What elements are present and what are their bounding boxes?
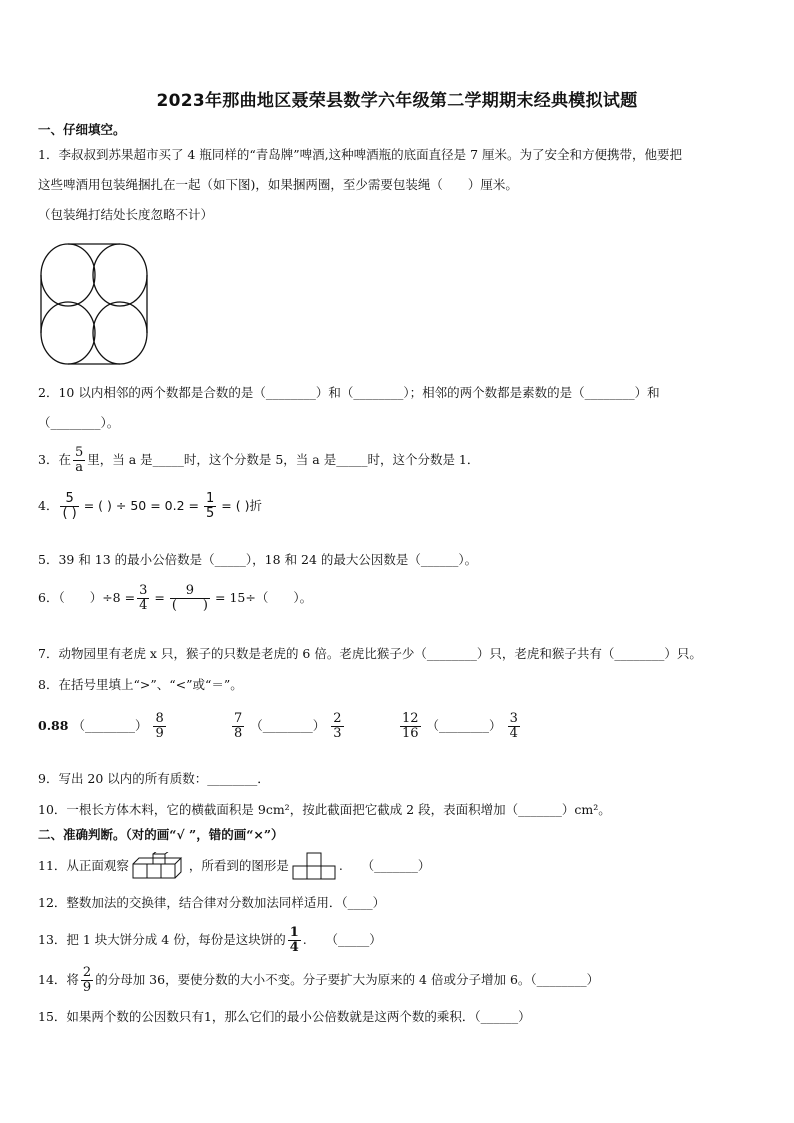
compare-item-1 <box>38 712 168 740</box>
question-11-middle: ，所看到的图形是 <box>188 858 289 873</box>
question-4-end: = ( )折 <box>221 498 262 514</box>
bottle-circle <box>41 302 95 364</box>
fraction-5-over-a <box>73 446 85 474</box>
fraction-denominator: 9 <box>82 979 92 995</box>
question-7: 7．动物园里有老虎 x 只，猴子的只数是老虎的 6 倍。老虎比猴子少（________）只，老虎和猴子共有（________）只。 <box>38 646 702 661</box>
fraction-7-over-8 <box>232 712 244 740</box>
fraction-3-over-4 <box>137 584 149 612</box>
fraction-numerator: 7 <box>234 711 243 726</box>
compare-blank: （________） <box>72 718 148 734</box>
question-3-suffix: 里，当 a 是_____时，这个分数是 5，当 a 是_____时，这个分数是 1． <box>87 452 480 468</box>
question-5: 5．39 和 13 的最小公倍数是（_____），18 和 24 的最大公因数是（______）。 <box>38 552 478 567</box>
fraction-3-over-4 <box>508 712 520 740</box>
question-14-prefix: 14．将 <box>38 972 79 988</box>
question-8: 8．在括号里填上“>”、“<”或“＝”。 <box>38 677 243 692</box>
page-title: 2023年那曲地区聂荣县数学六年级第二学期期末经典模拟试题 <box>156 91 638 111</box>
fraction-numerator: 3 <box>139 583 148 598</box>
fraction-denominator: 8 <box>234 725 243 741</box>
fraction-numerator: 2 <box>82 965 92 980</box>
fraction-denominator: 4 <box>289 939 299 955</box>
bottle-circle <box>93 302 147 364</box>
question-4 <box>38 492 262 520</box>
compare-left-value: 0.88 <box>38 718 69 734</box>
question-6-start: 6．（ ）÷8 = <box>38 590 136 606</box>
question-3 <box>38 446 479 474</box>
fraction-numerator: 12 <box>402 711 419 726</box>
fraction-1-over-4 <box>288 926 301 954</box>
question-14-end: 的分母加 36，要使分数的大小不变。分子要扩大为原来的 4 倍或分子增加 6。（________） <box>95 972 600 988</box>
fraction-numerator: 1 <box>289 925 299 940</box>
question-6-equals: = <box>154 590 165 606</box>
question-15: 15．如果两个数的公因数只有1，那么它们的最小公倍数就是这两个数的乘积．（______） <box>38 1009 531 1024</box>
bottle-circle <box>41 244 95 306</box>
question-11 <box>38 852 430 880</box>
fraction-denominator: 3 <box>333 725 342 741</box>
fraction-denominator: a <box>75 459 83 475</box>
fraction-denominator: ( ) <box>171 597 208 613</box>
question-2-line-2: （________）。 <box>38 415 120 430</box>
section-1-heading: 一、仔细填空。 <box>38 122 126 137</box>
compare-blank: （________） <box>250 718 326 734</box>
bottle-bundle-diagram <box>36 240 156 368</box>
fraction-numerator: 5 <box>74 445 84 460</box>
cube-stack-3d-figure <box>131 852 187 880</box>
question-11-prefix: 11．从正面观察 <box>38 858 129 873</box>
compare-blank: （________） <box>426 718 502 734</box>
question-2-line-1: 2．10 以内相邻的两个数都是合数的是（________）和（________）；相邻的两个数都是素数的是（________）和 <box>38 385 660 400</box>
fraction-denominator: 16 <box>402 725 419 741</box>
fraction-denominator: 9 <box>155 725 164 741</box>
question-6-end: = 15÷（ ）。 <box>215 590 313 606</box>
question-3-prefix: 3．在 <box>38 452 71 468</box>
question-4-label: 4． <box>38 498 59 514</box>
fraction-denominator: 4 <box>509 725 518 741</box>
question-4-middle: = ( ) ÷ 50 = 0.2 = <box>83 498 199 514</box>
question-13-prefix: 13．把 1 块大饼分成 4 份，每份是这块饼的 <box>38 932 286 948</box>
fraction-numerator: 8 <box>155 711 164 726</box>
question-13-end: . （_____） <box>302 932 382 948</box>
fraction-numerator: 1 <box>205 491 215 506</box>
fraction-5-over-blank <box>60 492 78 520</box>
fraction-8-over-9 <box>153 712 165 740</box>
question-12: 12．整数加法的交换律，结合律对分数加法同样适用．（____） <box>38 895 386 910</box>
fraction-numerator: 9 <box>185 583 195 598</box>
fraction-denominator: 4 <box>139 597 148 613</box>
fraction-2-over-3 <box>331 712 343 740</box>
question-13 <box>38 926 382 954</box>
question-1-note: （包装绳打结处长度忽略不计） <box>38 207 214 222</box>
question-9: 9．写出 20 以内的所有质数：________． <box>38 771 270 786</box>
fraction-denominator: 5 <box>205 505 215 521</box>
compare-item-2 <box>230 712 346 740</box>
compare-item-3 <box>398 712 522 740</box>
question-14 <box>38 966 599 994</box>
section-2-heading: 二、准确判断。（对的画“√ ”，错的画“×”） <box>38 827 284 842</box>
fraction-denominator: ( ) <box>62 505 77 521</box>
question-10: 10．一根长方体木料，它的横截面积是 9cm²，按此截面把它截成 2 段，表面积增加（_______）cm²。 <box>38 802 611 817</box>
question-1-line-2: 这些啤酒用包装绳捆扎在一起（如下图)，如果捆两圈，至少需要包装绳（ ）厘米。 <box>38 177 518 192</box>
question-1-line-1: 1．李叔叔到苏果超市买了 4 瓶同样的“青岛牌”啤酒,这种啤酒瓶的底面直径是 7 厘米。为了安全和方便携带，他要把 <box>38 147 683 162</box>
fraction-12-over-16 <box>400 712 421 740</box>
bottle-circle <box>93 244 147 306</box>
fraction-numerator: 5 <box>65 491 74 506</box>
fraction-9-over-blank <box>170 584 210 612</box>
fraction-numerator: 3 <box>509 711 518 726</box>
fraction-numerator: 2 <box>333 711 342 726</box>
fraction-1-over-5 <box>204 492 216 520</box>
question-11-end: . （_______） <box>338 858 431 873</box>
question-6 <box>38 584 312 612</box>
front-view-figure <box>291 852 337 880</box>
fraction-2-over-9 <box>81 966 93 994</box>
